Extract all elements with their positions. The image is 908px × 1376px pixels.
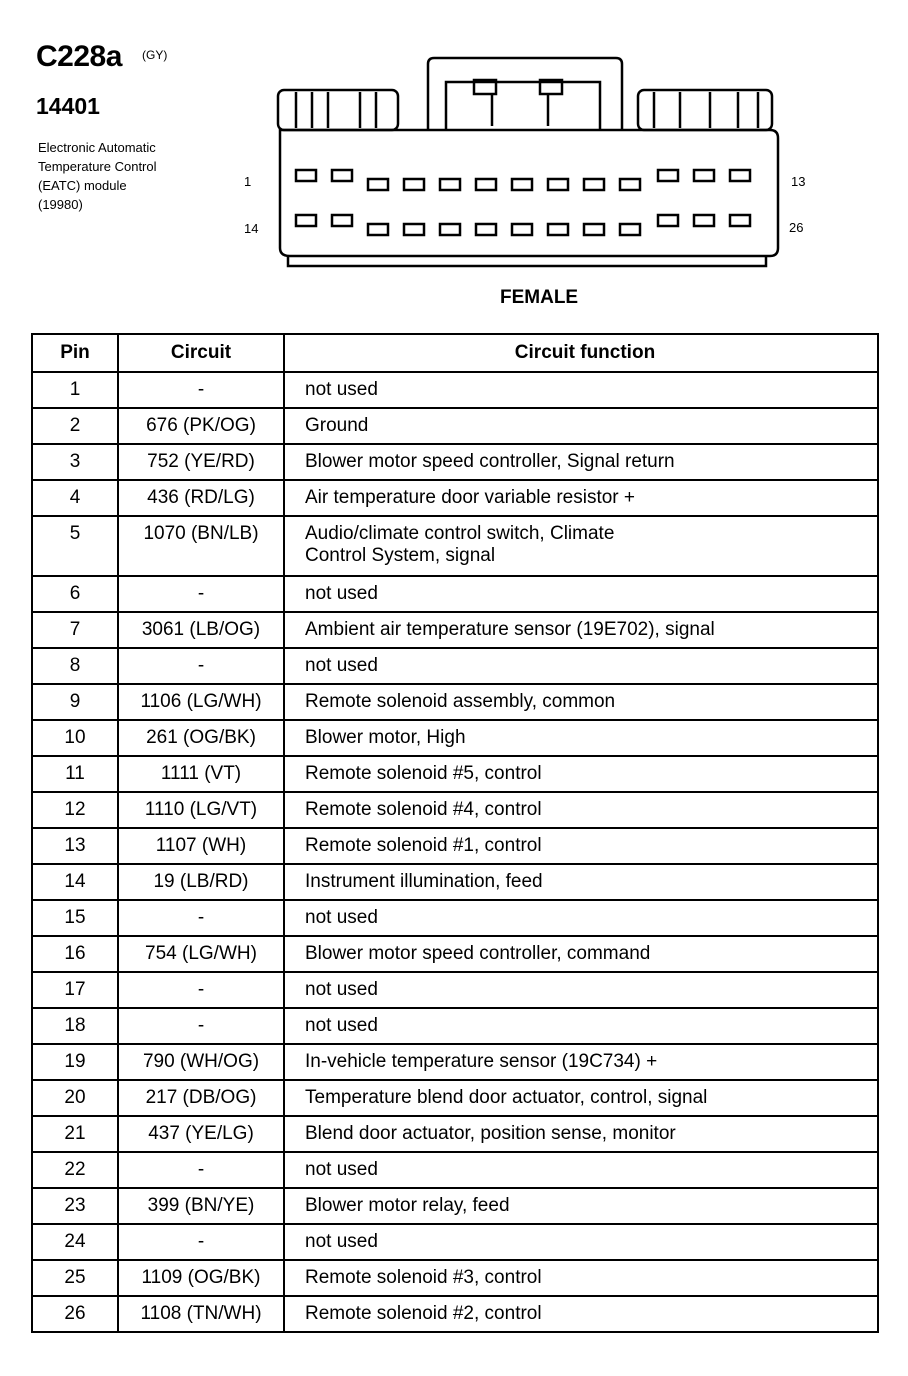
table-row — [32, 1188, 878, 1224]
circuit-id: 399 (BN/YE) — [118, 1188, 284, 1224]
table-row — [32, 1152, 878, 1188]
connector-id: C228a — [36, 40, 122, 73]
circuit-function: not used — [284, 576, 878, 612]
circuit-function: Instrument illumination, feed — [284, 864, 878, 900]
circuit-function: In-vehicle temperature sensor (19C734) + — [284, 1044, 878, 1080]
circuit-id: - — [118, 648, 284, 684]
circuit-function: Temperature blend door actuator, control, signal — [284, 1080, 878, 1116]
pin-number: 7 — [32, 612, 118, 648]
circuit-id: - — [118, 372, 284, 408]
connector-face-diagram — [270, 52, 782, 276]
pin-number: 2 — [32, 408, 118, 444]
description-line: Temperature Control — [38, 159, 157, 174]
circuit-id: 1107 (WH) — [118, 828, 284, 864]
circuit-id: 436 (RD/LG) — [118, 480, 284, 516]
circuit-function: not used — [284, 1152, 878, 1188]
circuit-id: 1111 (VT) — [118, 756, 284, 792]
circuit-id: - — [118, 1224, 284, 1260]
table-row — [32, 720, 878, 756]
circuit-id: - — [118, 576, 284, 612]
pin-number: 16 — [32, 936, 118, 972]
header-function: Circuit function — [284, 334, 878, 372]
circuit-id: 1106 (LG/WH) — [118, 684, 284, 720]
pin-number: 20 — [32, 1080, 118, 1116]
circuit-function: not used — [284, 1224, 878, 1260]
pin-number: 25 — [32, 1260, 118, 1296]
circuit-id: 790 (WH/OG) — [118, 1044, 284, 1080]
table-row — [32, 1116, 878, 1152]
circuit-function — [284, 516, 878, 576]
pin-number: 23 — [32, 1188, 118, 1224]
table-row — [32, 936, 878, 972]
pin-number: 19 — [32, 1044, 118, 1080]
table-row — [32, 1044, 878, 1080]
description-line: Electronic Automatic — [38, 140, 156, 155]
pin-label-bottom-left: 14 — [244, 221, 259, 236]
circuit-function: Remote solenoid assembly, common — [284, 684, 878, 720]
circuit-id: - — [118, 1152, 284, 1188]
header-circuit: Circuit — [118, 334, 284, 372]
circuit-id: - — [118, 900, 284, 936]
circuit-function: Remote solenoid #3, control — [284, 1260, 878, 1296]
table-row — [32, 1296, 878, 1332]
description-line: (19980) — [38, 197, 83, 212]
color-code: (GY) — [142, 48, 168, 62]
circuit-id: 1070 (BN/LB) — [118, 516, 284, 576]
table-row — [32, 684, 878, 720]
table-row — [32, 1224, 878, 1260]
pin-number: 18 — [32, 1008, 118, 1044]
table-row — [32, 516, 878, 576]
circuit-function: Remote solenoid #5, control — [284, 756, 878, 792]
pin-number: 15 — [32, 900, 118, 936]
circuit-id: - — [118, 1008, 284, 1044]
table-row — [32, 408, 878, 444]
function-line: Audio/climate control switch, Climate — [305, 523, 615, 544]
pinout-table — [31, 333, 879, 1333]
circuit-function: Blower motor speed controller, Signal return — [284, 444, 878, 480]
right-latch — [638, 90, 772, 130]
circuit-function: Remote solenoid #1, control — [284, 828, 878, 864]
circuit-function: Blower motor relay, feed — [284, 1188, 878, 1224]
pin-number: 24 — [32, 1224, 118, 1260]
circuit-id: - — [118, 972, 284, 1008]
pin-label-top-left: 1 — [244, 174, 252, 189]
pin-number: 26 — [32, 1296, 118, 1332]
table-row — [32, 1260, 878, 1296]
pin-number: 9 — [32, 684, 118, 720]
circuit-function: Blower motor speed controller, command — [284, 936, 878, 972]
pin-number: 14 — [32, 864, 118, 900]
circuit-id: 1109 (OG/BK) — [118, 1260, 284, 1296]
circuit-function: Ground — [284, 408, 878, 444]
circuit-function: not used — [284, 648, 878, 684]
pin-number: 1 — [32, 372, 118, 408]
part-number: 14401 — [36, 93, 100, 119]
lock-tab — [428, 58, 622, 130]
connector-body — [280, 130, 778, 256]
pin-label-bottom-right: 26 — [789, 220, 804, 235]
circuit-function: not used — [284, 900, 878, 936]
circuit-function: Blower motor, High — [284, 720, 878, 756]
pin-number: 12 — [32, 792, 118, 828]
component-description — [38, 138, 157, 214]
table-row — [32, 792, 878, 828]
circuit-function: Air temperature door variable resistor + — [284, 480, 878, 516]
pin-number: 21 — [32, 1116, 118, 1152]
pin-number: 4 — [32, 480, 118, 516]
circuit-id: 1110 (LG/VT) — [118, 792, 284, 828]
circuit-id: 1108 (TN/WH) — [118, 1296, 284, 1332]
circuit-function: not used — [284, 372, 878, 408]
pin-number: 5 — [32, 516, 118, 576]
circuit-function: not used — [284, 972, 878, 1008]
table-row — [32, 900, 878, 936]
description-line: (EATC) module — [38, 178, 127, 193]
pin-number: 8 — [32, 648, 118, 684]
pin-label-top-right: 13 — [791, 174, 806, 189]
circuit-function: not used — [284, 1008, 878, 1044]
table-row — [32, 1080, 878, 1116]
header-pin: Pin — [32, 334, 118, 372]
circuit-id: 754 (LG/WH) — [118, 936, 284, 972]
pin-number: 6 — [32, 576, 118, 612]
circuit-id: 437 (YE/LG) — [118, 1116, 284, 1152]
pin-number: 11 — [32, 756, 118, 792]
circuit-function: Blend door actuator, position sense, monitor — [284, 1116, 878, 1152]
pin-number: 3 — [32, 444, 118, 480]
table-row — [32, 444, 878, 480]
table-row — [32, 576, 878, 612]
circuit-id: 676 (PK/OG) — [118, 408, 284, 444]
table-row — [32, 972, 878, 1008]
circuit-id: 3061 (LB/OG) — [118, 612, 284, 648]
connector-gender: FEMALE — [500, 287, 579, 308]
table-row — [32, 372, 878, 408]
table-row — [32, 1008, 878, 1044]
table-row — [32, 828, 878, 864]
circuit-id: 217 (DB/OG) — [118, 1080, 284, 1116]
table-row — [32, 480, 878, 516]
circuit-id: 261 (OG/BK) — [118, 720, 284, 756]
function-line: Control System, signal — [305, 545, 496, 566]
table-header-row — [32, 334, 878, 372]
circuit-function: Remote solenoid #2, control — [284, 1296, 878, 1332]
pin-number: 22 — [32, 1152, 118, 1188]
circuit-id: 19 (LB/RD) — [118, 864, 284, 900]
pin-number: 13 — [32, 828, 118, 864]
table-row — [32, 864, 878, 900]
table-row — [32, 612, 878, 648]
circuit-function: Remote solenoid #4, control — [284, 792, 878, 828]
pin-number: 17 — [32, 972, 118, 1008]
pin-number: 10 — [32, 720, 118, 756]
circuit-function: Ambient air temperature sensor (19E702), signal — [284, 612, 878, 648]
table-row — [32, 756, 878, 792]
circuit-id: 752 (YE/RD) — [118, 444, 284, 480]
table-row — [32, 648, 878, 684]
